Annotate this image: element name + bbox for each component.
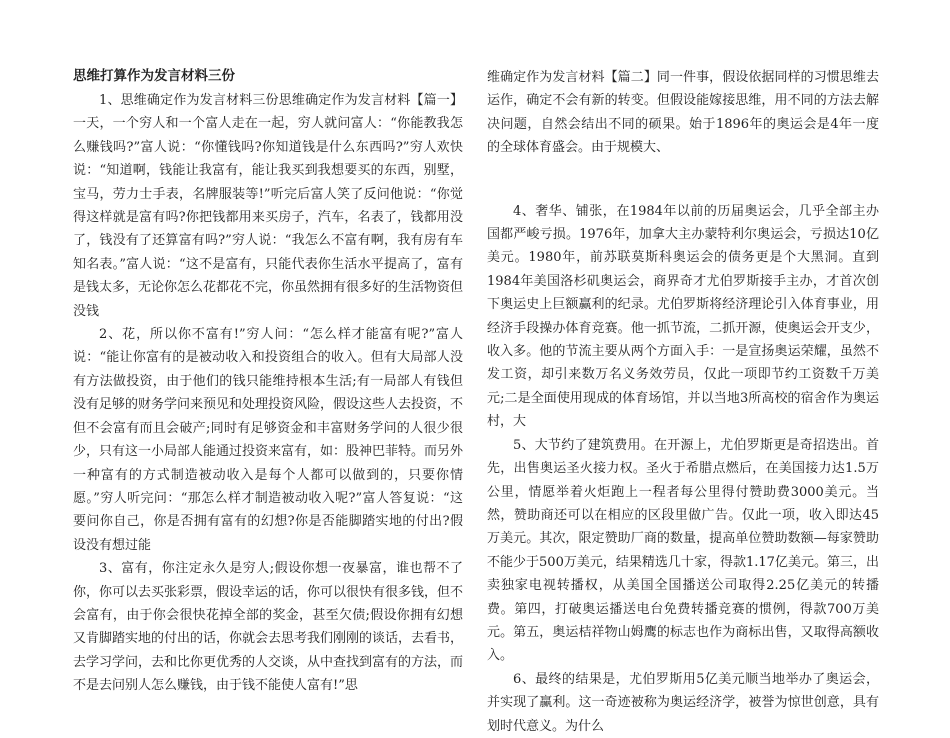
section-gap [487,160,879,200]
left-column [73,66,463,698]
paragraph-1: 1、思维确定作为发言材料三份思维确定作为发言材料【篇一】一天，一个穷人和一个富人走在一起，穷人就问富人：“你能教我怎么赚钱吗?”富人说：“你懂钱吗?你知道钱是什么东西吗?”穷人欢快说：“知道啊，钱能让我富有，能让我买到我想要买的东西，别墅，宝马，劳力士手表，名牌服装等!”听完后富人笑了反问他说：“你觉得这样就是富有吗?你把钱都用来买房子，汽车，名表了，钱都用没了，钱没有了还算富有吗?”穷人说：“我怎么不富有啊，我有房有车知名表。”富人说：“这不是富有，只能代表你生活水平提高了，富有是钱太多，无论你怎么花都花不完，你虽然拥有很多好的生活物资但没钱 [73,93,464,319]
paragraph-continued: 维确定作为发言材料【篇二】同一件事，假设依据同样的习惯思维去运作，确定不会有新的转变。但假设能嫁接思维，用不同的方法去解决问题，自然会结出不同的硕果。始于1896年的奥运会是4年一度的全球体育盛会。由于规模大、 [487,70,879,156]
paragraph-3: 3、富有，你注定永久是穷人;假设你想一夜暴富，谁也帮不了你，你可以去买张彩票，假设幸运的话，你可以很快有很多钱，但不会富有，由于你会很快花掉全部的奖金，甚至欠债;假设你拥有幻想又肯脚踏实地的付出的话，你就会去思考我们刚刚的谈话，去看书，去学习学问，去和比你更优秀的人交谈，从中查找到富有的方法，而不是去问别人怎么赚钱，由于钱不能使人富有!”思 [73,561,464,694]
paragraph-5: 5、大节约了建筑费用。在开源上，尤伯罗斯更是奇招迭出。首先，出售奥运圣火接力权。圣火于希腊点燃后，在美国接力达1.5万公里，情愿举着火炬跑上一程者每公里得付赞助费3000美元。当然，赞助商还可以在相应的区段里做广告。仅此一项，收入即达45万美元。其次，限定赞助厂商的数量，提高单位赞助数额—每家赞助不能少于500万美元，结果精选几十家，得款1.17亿美元。第三，出卖独家电视转播权，从美国全国播送公司取得2.25亿美元的转播费。第四，打破奥运播送电台免费转播竞赛的惯例，得款700万美元。第五，奥运桔祥物山姆鹰的标志也作为商标出售，又取得高额收入。 [487,437,879,664]
right-column [487,66,879,738]
paragraph-6: 6、最终的结果是，尤伯罗斯用5亿美元顺当地举办了奥运会，并实现了赢利。这一奇迹被称为奥运经济学，被誉为惊世创意，具有划时代意义。为什么 [487,671,879,734]
paragraph-4: 4、奢华、铺张，在1984年以前的历届奥运会，几乎全部主办国都严峻亏损。1976年，加拿大主办蒙特利尔奥运会，亏损达10亿美元。1980年，前苏联莫斯科奥运会的债务更是个大黑洞。直到1984年美国洛杉矶奥运会，商界奇才尤伯罗斯接手主办，才首次创下奥运史上巨额赢利的纪录。尤伯罗斯将经济理论引入体育事业，用经济手段操办体育竞赛。他一抓节流，二抓开源，使奥运会开支少，收入多。他的节流主要从两个方面入手：一是宣扬奥运荣耀，虽然不发工资，却引来数万名义务效劳员，仅此一项即节约工资数千万美元;二是全面使用现成的体育场馆，并以当地3所高校的宿舍作为奥运村，大 [487,203,879,430]
paragraph-2: 2、花，所以你不富有!”穷人问：“怎么样才能富有呢?”富人说：“能让你富有的是被动收入和投资组合的收入。但有大局部人没有方法做投资，由于他们的钱只能维持根本生活;有一局部人有钱但没有足够的财务学问来预见和处理投资风险，假设这些人去投资，不但不会富有而且会破产;同时有足够资金和丰富财务学问的人很少很少，只有这一小局部人能通过投资来富有，如：股神巴菲特。而另外一种富有的方式制造被动收入是每个人都可以做到的，只要你情愿。”穷人听完问：“那怎么样才制造被动收入呢?”富人答复说：“这要问你自己，你是否拥有富有的幻想?你是否能脚踏实地的付出?假设没有想过能 [73,327,464,553]
document-title: 思维打算作为发言材料三份 [73,68,235,84]
